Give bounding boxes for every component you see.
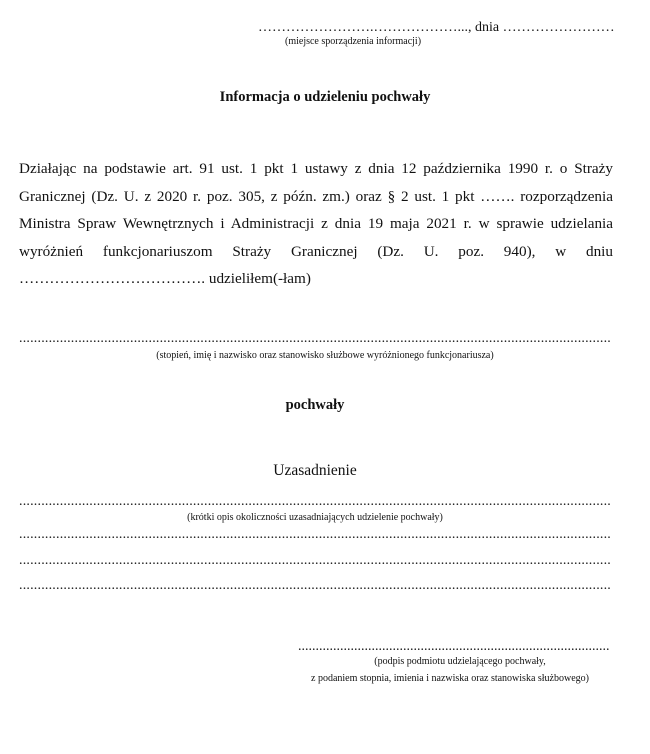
place-date-line: …………………….………………..., dnia …………………… <box>258 20 615 35</box>
justification-fill-line <box>19 556 611 566</box>
place-caption: (miejsce sporządzenia informacji) <box>285 36 422 47</box>
signature-caption-details: z podaniem stopnia, imienia i nazwiska oraz stanowiska służbowego) <box>311 673 589 684</box>
justification-caption: (krótki opis okoliczności uzasadniających udzielenie pochwały) <box>187 512 443 523</box>
justification-fill-line <box>19 530 611 540</box>
recipient-fill-line <box>19 334 611 344</box>
justification-fill-line <box>19 497 611 507</box>
recipient-caption: (stopień, imię i nazwisko oraz stanowisko służbowe wyróżnionego funkcjonariusza) <box>156 350 494 361</box>
document-body: Działając na podstawie art. 91 ust. 1 pkt 1 ustawy z dnia 12 października 1990 r. o Straży Granicznej (Dz. U. z 2020 r. poz. 305, z późn. zm.) oraz § 2 ust. 1 pkt ……. rozporządzenia Ministra Spraw Wewnętrznych i Administracji z dnia 19 maja 2021 r. w sprawie udzielania wyróżnień funkcjonariuszom Straży Granicznej (Dz. U. poz. 940), w dniu ………………………………. udzieliłem(-łam) <box>19 160 613 287</box>
signature-caption: (podpis podmiotu udzielającego pochwały, <box>374 656 546 667</box>
document-title: Informacja o udzieleniu pochwały <box>219 89 431 105</box>
justification-heading: Uzasadnienie <box>273 462 357 479</box>
signature-fill-line <box>298 642 610 652</box>
award-label: pochwały <box>285 397 345 413</box>
justification-fill-line <box>19 581 611 591</box>
